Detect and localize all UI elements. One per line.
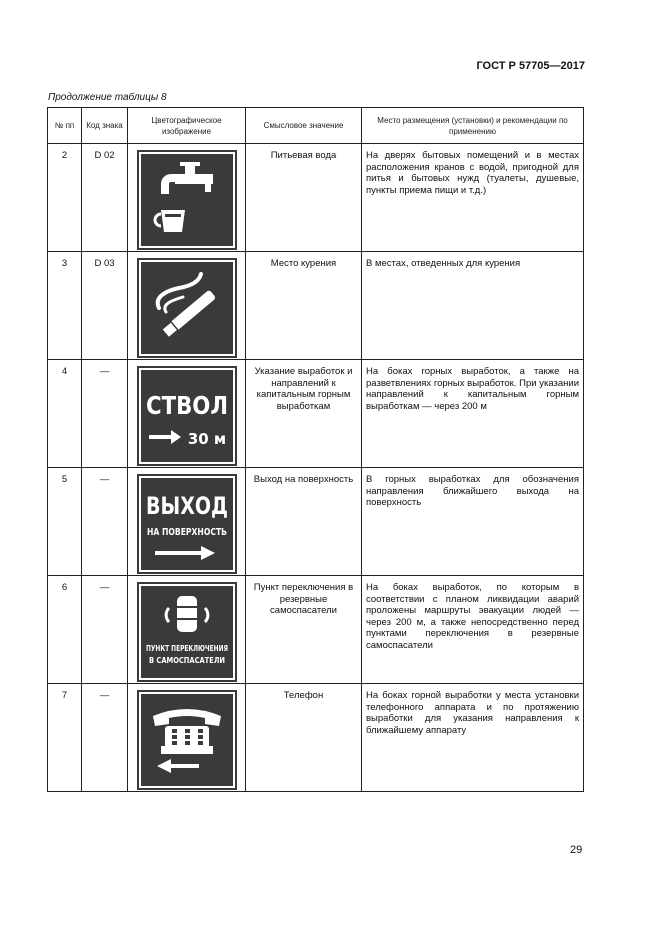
sign-code: D 03	[82, 252, 128, 360]
page-number: 29	[570, 844, 583, 856]
table-row	[48, 360, 584, 468]
row-number: 5	[48, 468, 82, 576]
table-caption: Продолжение таблицы 8	[48, 92, 167, 103]
sign-meaning: Телефон	[246, 684, 362, 792]
row-number: 7	[48, 684, 82, 792]
table-row	[48, 468, 584, 576]
drinking-water-icon	[137, 150, 237, 250]
sign-placement: В горных выработках для обозначения направления ближайшего выхода на поверхность	[362, 468, 584, 576]
table-row	[48, 684, 584, 792]
exit-to-surface-icon	[137, 474, 237, 574]
sign-caption: ВЫХОД	[145, 492, 228, 520]
sign-placement: На боках горных выработок, а также на разветвлениях горных выработок. При указании направлений к капитальным горным выработкам — через 200 м	[362, 360, 584, 468]
sign-code: —	[82, 576, 128, 684]
telephone-icon	[137, 690, 237, 790]
table-row	[48, 144, 584, 252]
sign-meaning: Пункт переключения в резервные самоспасатели	[246, 576, 362, 684]
table-row	[48, 576, 584, 684]
column-header-code: Код знака	[82, 108, 128, 144]
sign-code: D 02	[82, 144, 128, 252]
sign-caption: СТВОЛ	[145, 391, 228, 420]
sign-placement: На боках выработок, по которым в соответствии с планом ликвидации аварий проложены маршруты эвакуации людей — через 200 м, а также непосредственно перед пунктами переключения в резервные самоспасатели	[362, 576, 584, 684]
sign-code: —	[82, 360, 128, 468]
row-number: 2	[48, 144, 82, 252]
sign-caption: В САМОСПАСАТЕЛИ	[148, 656, 225, 665]
column-header-meaning: Смысловое значение	[246, 108, 362, 144]
sign-meaning: Место курения	[246, 252, 362, 360]
sign-code: —	[82, 684, 128, 792]
row-number: 6	[48, 576, 82, 684]
sign-meaning: Указание выработок и направлений к капитальным горным выработкам	[246, 360, 362, 468]
column-header-number: № пп	[48, 108, 82, 144]
sign-caption: НА ПОВЕРХНОСТЬ	[146, 527, 227, 538]
smoking-area-icon	[137, 258, 237, 358]
self-rescuer-switch-icon	[137, 582, 237, 682]
row-number: 4	[48, 360, 82, 468]
document-standard-header: ГОСТ Р 57705—2017	[476, 60, 585, 72]
sign-caption: ПУНКТ ПЕРЕКЛЮЧЕНИЯ	[145, 644, 228, 653]
column-header-image: Цветографическое изображение	[128, 108, 246, 144]
sign-code: —	[82, 468, 128, 576]
row-number: 3	[48, 252, 82, 360]
sign-meaning: Питьевая вода	[246, 144, 362, 252]
signs-table	[47, 107, 584, 792]
table-row	[48, 252, 584, 360]
table-header-row	[48, 108, 584, 144]
shaft-direction-icon	[137, 366, 237, 466]
sign-placement: На дверях бытовых помещений и в местах расположения кранов с водой, пригодной для питья и бытовых нужд (туалеты, душевые, пункты приема пищи и т.д.)	[362, 144, 584, 252]
sign-placement: В местах, отведенных для курения	[362, 252, 584, 360]
sign-meaning: Выход на поверхность	[246, 468, 362, 576]
sign-placement: На боках горной выработки у места установки телефонного аппарата и по протяжению выработки для указания направления к ближайшему аппарату	[362, 684, 584, 792]
column-header-placement: Место размещения (установки) и рекомендации по применению	[362, 108, 584, 144]
sign-caption: 30 м	[187, 430, 226, 448]
